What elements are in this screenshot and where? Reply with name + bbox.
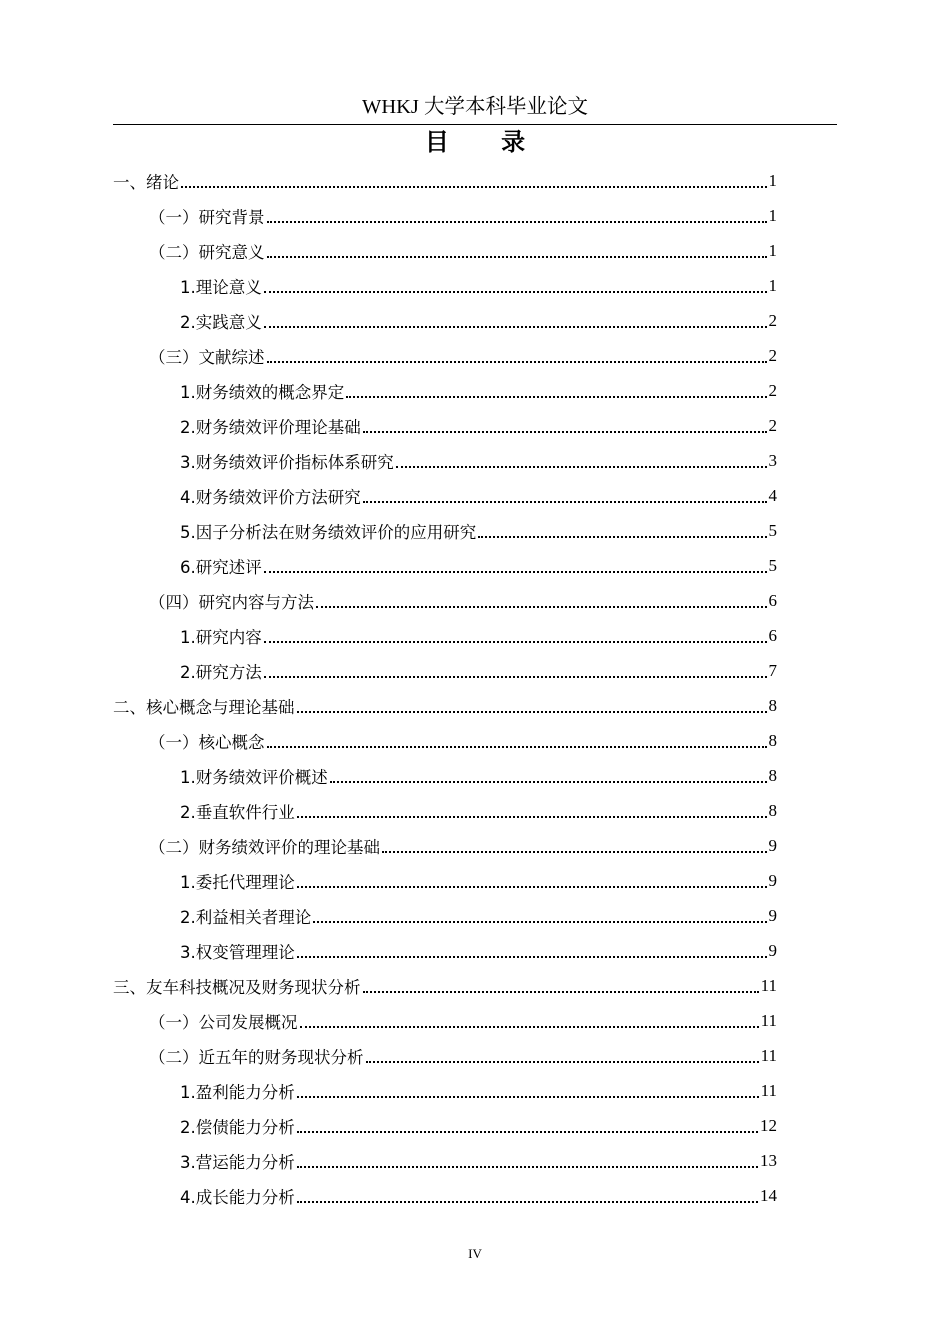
toc-entry[interactable] (113, 1178, 777, 1213)
toc-entry[interactable] (113, 338, 777, 373)
toc-leader-dots (267, 255, 767, 258)
toc-leader-dots (264, 675, 767, 678)
toc-entry[interactable] (113, 723, 777, 758)
toc-entry-page: 6 (768, 625, 777, 645)
toc-entry-label: 2.财务绩效评价理论基础 (180, 417, 361, 437)
toc-entry-label: （二）财务绩效评价的理论基础 (149, 837, 380, 857)
toc-entry-label: 1.盈利能力分析 (180, 1082, 295, 1102)
toc-entry[interactable] (113, 1108, 777, 1143)
toc-leader-dots (313, 920, 766, 923)
toc-entry-page: 9 (768, 940, 777, 960)
toc-entry-page: 2 (768, 345, 777, 365)
toc-entry[interactable] (113, 198, 777, 233)
toc-entry-page: 1 (768, 275, 777, 295)
toc-entry-page: 1 (768, 170, 777, 190)
toc-entry[interactable] (113, 898, 777, 933)
toc-entry-label: 2.偿债能力分析 (180, 1117, 295, 1137)
toc-entry-label: 2.研究方法 (180, 662, 262, 682)
toc-leader-dots (330, 780, 767, 783)
toc-entry-page: 3 (768, 450, 777, 470)
toc-entry[interactable] (113, 303, 777, 338)
toc-entry[interactable] (113, 443, 777, 478)
toc-entry-label: 3.财务绩效评价指标体系研究 (180, 452, 394, 472)
toc-entry[interactable] (113, 373, 777, 408)
toc-entry-label: （一）研究背景 (149, 207, 265, 227)
toc-entry-label: 1.财务绩效评价概述 (180, 767, 328, 787)
toc-entry-page: 9 (768, 905, 777, 925)
toc-entry[interactable] (113, 793, 777, 828)
page-number: IV (468, 1246, 482, 1261)
toc-leader-dots (264, 325, 767, 328)
toc-entry-label: 1.财务绩效的概念界定 (180, 382, 345, 402)
toc-entry-label: （三）文献综述 (149, 347, 265, 367)
toc-entry-page: 2 (768, 310, 777, 330)
toc-entry-page: 2 (768, 415, 777, 435)
toc-entry-page: 9 (768, 870, 777, 890)
toc-entry-label: 1.理论意义 (180, 277, 262, 297)
toc-title: 目 录 (424, 128, 548, 156)
toc-entry-label: 5.因子分析法在财务绩效评价的应用研究 (180, 522, 477, 542)
toc-entry-page: 8 (768, 730, 777, 750)
toc-entry[interactable] (113, 408, 777, 443)
toc-entry-label: 1.研究内容 (180, 627, 262, 647)
toc-entry[interactable] (113, 478, 777, 513)
toc-entry[interactable] (113, 583, 777, 618)
toc-entry[interactable] (113, 163, 777, 198)
toc-leader-dots (181, 185, 767, 188)
toc-entry[interactable] (113, 268, 777, 303)
toc-entry-label: （四）研究内容与方法 (149, 592, 314, 612)
toc-entry-page: 11 (760, 1045, 777, 1065)
toc-entry[interactable] (113, 1003, 777, 1038)
toc-entry-page: 5 (768, 520, 777, 540)
toc-leader-dots (478, 535, 766, 538)
toc-entry-label: 一、绪论 (113, 172, 179, 192)
toc-entry-label: 三、友车科技概况及财务现状分析 (113, 977, 361, 997)
toc-entry-label: 4.财务绩效评价方法研究 (180, 487, 361, 507)
toc-leader-dots (346, 395, 766, 398)
toc-entry-page: 1 (768, 205, 777, 225)
toc-entry-label: 1.委托代理理论 (180, 872, 295, 892)
toc-leader-dots (297, 955, 767, 958)
toc-entry-label: （二）研究意义 (149, 242, 265, 262)
toc-entry-page: 9 (768, 835, 777, 855)
toc-entry[interactable] (113, 618, 777, 653)
toc-leader-dots (297, 885, 767, 888)
toc-leader-dots (366, 1060, 759, 1063)
toc-entry[interactable] (113, 233, 777, 268)
toc-entry[interactable] (113, 548, 777, 583)
toc-entry-page: 8 (768, 800, 777, 820)
toc-entry-label: 2.垂直软件行业 (180, 802, 295, 822)
toc-entry-label: 二、核心概念与理论基础 (113, 697, 295, 717)
toc-leader-dots (264, 640, 767, 643)
toc-entry[interactable] (113, 513, 777, 548)
toc-leader-dots (297, 1095, 759, 1098)
toc-leader-dots (297, 1130, 758, 1133)
toc-entry-page: 6 (768, 590, 777, 610)
toc-entry[interactable] (113, 758, 777, 793)
toc-entry[interactable] (113, 653, 777, 688)
toc-entry[interactable] (113, 1038, 777, 1073)
toc-entry-page: 8 (768, 765, 777, 785)
toc-entry[interactable] (113, 863, 777, 898)
toc-entry-page: 11 (760, 975, 777, 995)
toc-entry[interactable] (113, 828, 777, 863)
toc-entry[interactable] (113, 933, 777, 968)
toc-leader-dots (316, 605, 767, 608)
toc-leader-dots (264, 570, 767, 573)
toc-leader-dots (363, 430, 767, 433)
toc-leader-dots (267, 360, 767, 363)
toc-entry[interactable] (113, 968, 777, 1003)
toc-entry-page: 14 (760, 1185, 777, 1205)
toc-entry-page: 11 (760, 1080, 777, 1100)
toc-leader-dots (297, 1200, 758, 1203)
toc-leader-dots (363, 990, 759, 993)
header-title: WHKJ 大学本科毕业论文 (361, 96, 589, 118)
toc-leader-dots (297, 1165, 758, 1168)
table-of-contents (113, 163, 777, 1213)
toc-entry[interactable] (113, 688, 777, 723)
toc-entry-page: 4 (768, 485, 777, 505)
toc-entry-label: （一）公司发展概况 (149, 1012, 298, 1032)
toc-entry-label: 6.研究述评 (180, 557, 262, 577)
toc-leader-dots (300, 1025, 759, 1028)
toc-entry-label: 3.营运能力分析 (180, 1152, 295, 1172)
toc-entry-label: 2.利益相关者理论 (180, 907, 312, 927)
toc-entry-page: 11 (760, 1010, 777, 1030)
toc-entry-page: 12 (760, 1115, 777, 1135)
toc-leader-dots (297, 815, 767, 818)
toc-leader-dots (267, 745, 767, 748)
toc-entry-page: 1 (768, 240, 777, 260)
toc-entry-page: 13 (760, 1150, 777, 1170)
toc-leader-dots (363, 500, 767, 503)
toc-entry[interactable] (113, 1073, 777, 1108)
toc-leader-dots (396, 465, 767, 468)
toc-leader-dots (382, 850, 767, 853)
toc-entry-label: 4.成长能力分析 (180, 1187, 295, 1207)
toc-entry-page: 5 (768, 555, 777, 575)
toc-leader-dots (264, 290, 767, 293)
toc-entry-page: 7 (768, 660, 777, 680)
toc-entry[interactable] (113, 1143, 777, 1178)
toc-leader-dots (267, 220, 767, 223)
toc-entry-page: 8 (768, 695, 777, 715)
page-header (113, 92, 837, 125)
toc-entry-label: （一）核心概念 (149, 732, 265, 752)
toc-entry-label: （二）近五年的财务现状分析 (149, 1047, 364, 1067)
toc-entry-label: 2.实践意义 (180, 312, 262, 332)
toc-entry-label: 3.权变管理理论 (180, 942, 295, 962)
toc-leader-dots (297, 710, 767, 713)
toc-entry-page: 2 (768, 380, 777, 400)
